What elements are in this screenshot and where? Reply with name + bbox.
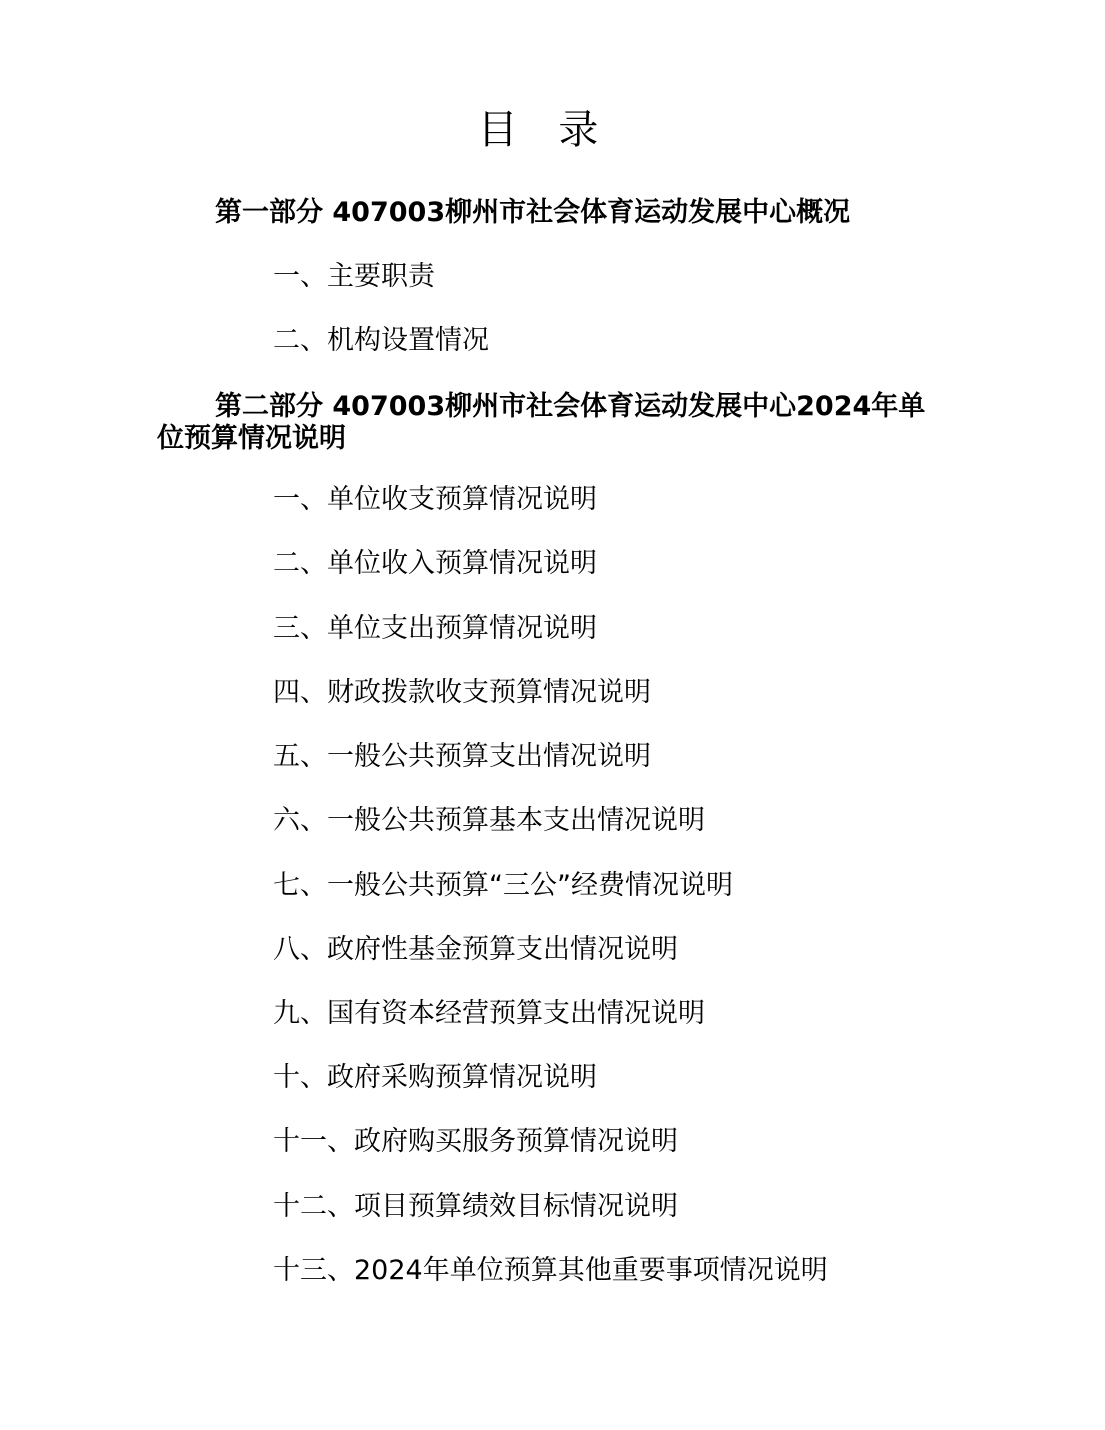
toc-title: 目 录 bbox=[477, 107, 613, 153]
toc-item-performance-targets[interactable]: 十二、项目预算绩效目标情况说明 bbox=[273, 1191, 678, 1222]
toc-item-expense-budget[interactable]: 三、单位支出预算情况说明 bbox=[273, 613, 597, 644]
toc-item-purchased-services[interactable]: 十一、政府购买服务预算情况说明 bbox=[273, 1126, 678, 1157]
toc-item-general-public-expense[interactable]: 五、一般公共预算支出情况说明 bbox=[273, 741, 651, 772]
part-two-heading[interactable]: 第二部分 407003柳州市社会体育运动发展中心2024年单位预算情况说明 bbox=[157, 391, 926, 454]
toc-item-income-budget[interactable]: 二、单位收入预算情况说明 bbox=[273, 548, 597, 579]
toc-item-org-setup[interactable]: 二、机构设置情况 bbox=[273, 325, 489, 356]
toc-item-other-matters[interactable]: 十三、2024年单位预算其他重要事项情况说明 bbox=[273, 1255, 828, 1286]
toc-item-fiscal-allocation[interactable]: 四、财政拨款收支预算情况说明 bbox=[273, 677, 651, 708]
toc-item-income-expense-budget[interactable]: 一、单位收支预算情况说明 bbox=[273, 484, 597, 515]
part-one-heading[interactable]: 第一部分 407003柳州市社会体育运动发展中心概况 bbox=[215, 197, 851, 228]
toc-item-government-fund[interactable]: 八、政府性基金预算支出情况说明 bbox=[273, 934, 678, 965]
toc-item-three-public-funds[interactable]: 七、一般公共预算“三公”经费情况说明 bbox=[273, 870, 733, 901]
toc-item-state-capital[interactable]: 九、国有资本经营预算支出情况说明 bbox=[273, 998, 705, 1029]
toc-item-main-duties[interactable]: 一、主要职责 bbox=[273, 261, 435, 292]
toc-item-general-public-basic-expense[interactable]: 六、一般公共预算基本支出情况说明 bbox=[273, 805, 705, 836]
toc-item-government-procurement[interactable]: 十、政府采购预算情况说明 bbox=[273, 1062, 597, 1093]
